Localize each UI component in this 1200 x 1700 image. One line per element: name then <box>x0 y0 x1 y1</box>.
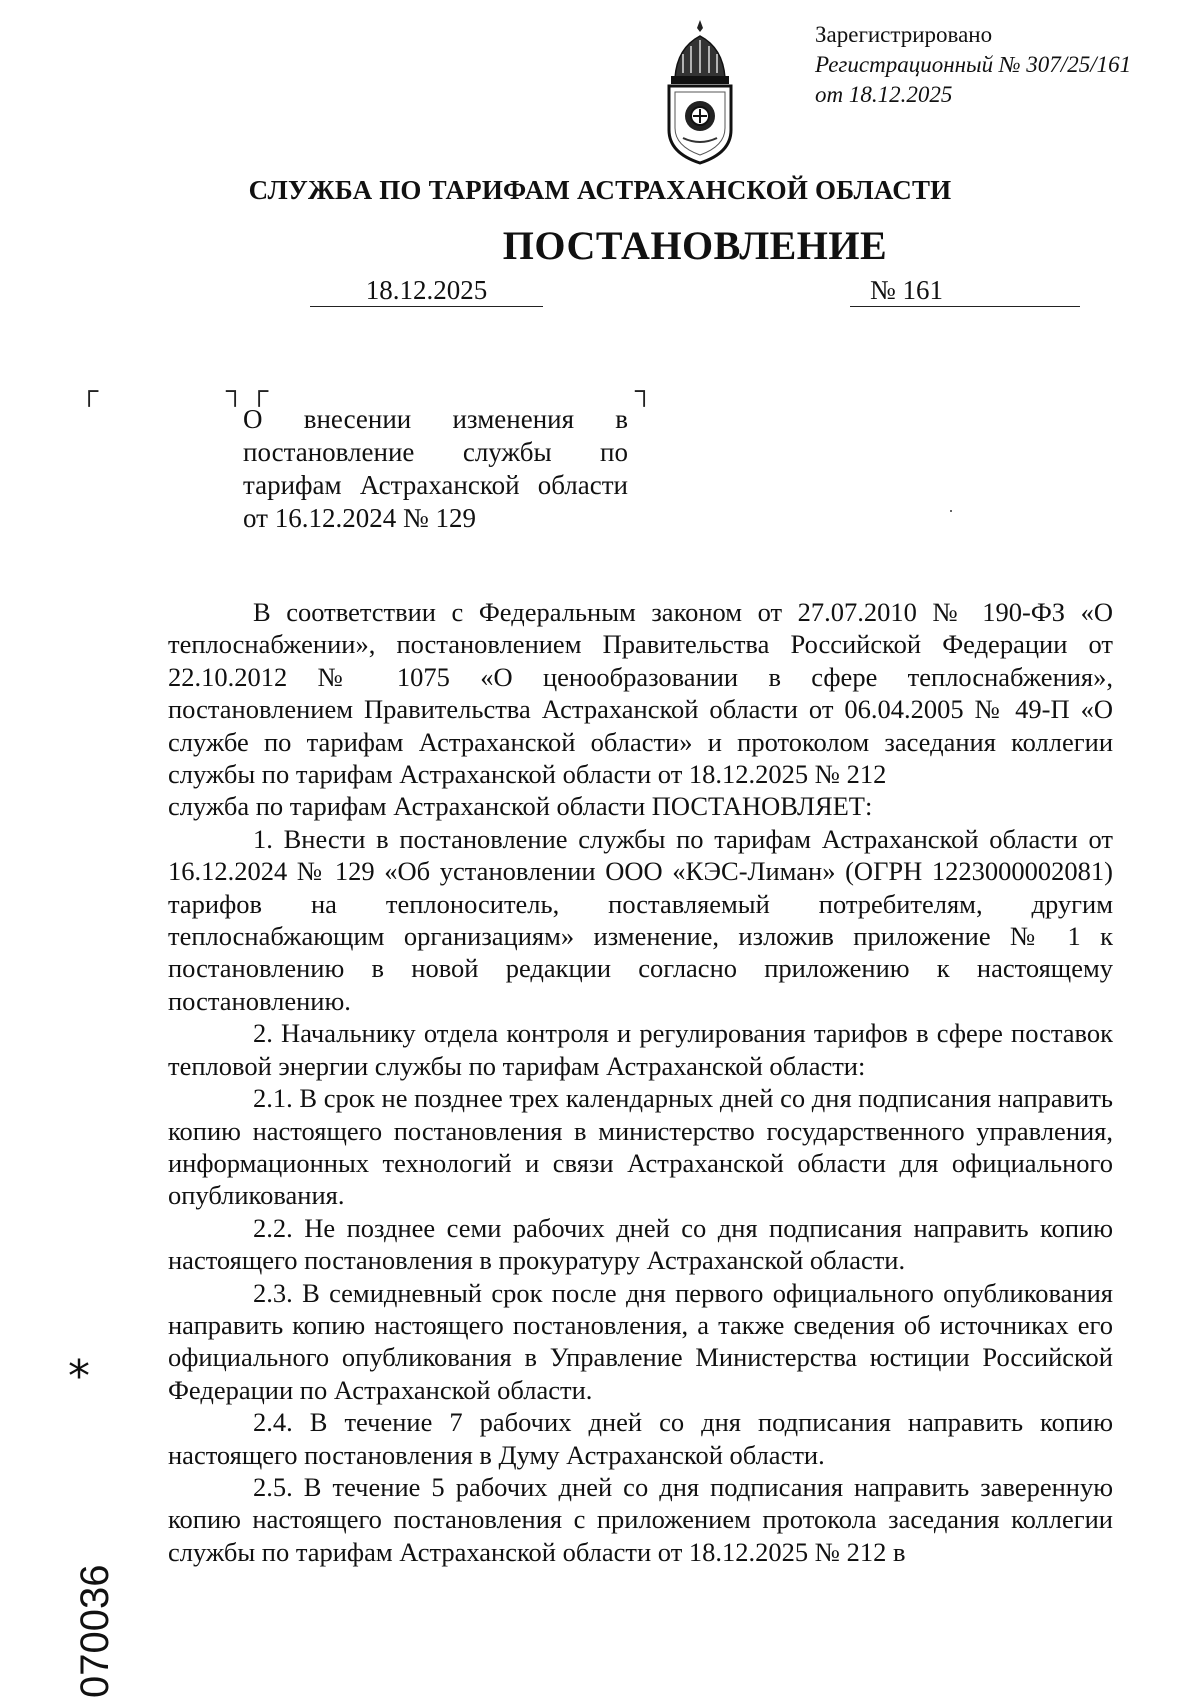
corner-mark-mid-right: ┐ <box>226 376 245 405</box>
document-body <box>168 596 1113 1568</box>
clause-2-1: 2.1. В срок не позднее трех календарных дней со дня подписания направить копию настоящего постановления в министерство государственного управления, информационных технологий и связи Астраханской области для официального опубликования. <box>168 1083 1113 1211</box>
clause-2-5: 2.5. В течение 5 рабочих дней со дня подписания направить заверенную копию настоящего постановления с приложением протокола заседания коллегии службы по тарифам Астраханской области от 18.12.2025 № 212 в <box>168 1471 1113 1567</box>
clause-2: 2. Начальнику отдела контроля и регулирования тарифов в сфере поставок тепловой энергии службы по тарифам Астраханской области: <box>168 1018 1113 1081</box>
corner-mark-left: ┌ <box>80 376 99 405</box>
margin-code-text: 070036 <box>73 1564 117 1698</box>
preamble-paragraph: В соответствии с Федеральным законом от 27.07.2010 № 190-ФЗ «О теплоснабжении», постановлением Правительства Российской Федерации от 22.10.2012 № 1075 «О ценообразовании в сфере теплоснабжения», постановлением Правительства Астраханской области от 06.04.2005 № 49-П «О службе по тарифам Астраханской области» и протоколом заседания коллегии службы по тарифам Астраханской области от 18.12.2025 № 212 <box>168 597 1113 790</box>
coat-of-arms-emblem <box>655 18 745 168</box>
registration-number: Регистрационный № 307/25/161 <box>815 52 1132 77</box>
document-number: № 161 <box>850 274 1080 307</box>
clause-2-2: 2.2. Не позднее семи рабочих дней со дня подписания направить копию настоящего постановления в прокуратуру Астраханской области. <box>168 1212 1113 1276</box>
clause-1: 1. Внести в постановление службы по тарифам Астраханской области от 16.12.2024 № 129 «Об установлении ООО «КЭС-Лиман» (ОГРН 1223000002081) тарифов на теплоноситель, поставляемый потребителям, другим теплоснабжающим организациям» изменение, изложив приложение № 1 к постановлению в новой редакции согласно приложению к настоящему постановлению. <box>168 823 1113 1016</box>
resolution-line: служба по тарифам Астраханской области ПОСТАНОВЛЯЕТ: <box>168 791 873 822</box>
agency-title: СЛУЖБА ПО ТАРИФАМ АСТРАХАНСКОЙ ОБЛАСТИ <box>248 175 952 205</box>
margin-star: * <box>68 1351 90 1402</box>
corner-mark-mid-left: ┌ <box>250 376 269 405</box>
registration-stamp <box>815 20 1131 110</box>
registration-date: от 18.12.2025 <box>815 82 953 107</box>
document-date: 18.12.2025 <box>310 274 543 307</box>
document-type-title: ПОСТАНОВЛЕНИЕ <box>502 223 888 268</box>
scan-speck <box>950 510 952 512</box>
margin-code <box>60 1500 130 1700</box>
document-subject: О внесении изменения в постановление службы по тарифам Астраханской области от 16.12.2024 № 129 <box>243 404 628 533</box>
corner-mark-right: ┐ <box>635 376 654 405</box>
registration-line1: Зарегистрировано <box>815 22 993 47</box>
clause-2-4: 2.4. В течение 7 рабочих дней со дня подписания направить копию настоящего постановления в Думу Астраханской области. <box>168 1407 1113 1470</box>
clause-2-3: 2.3. В семидневный срок после дня первого официального опубликования направить копию настоящего постановления, а также сведения об источниках его официального опубликования в Управление Министерства юстиции Российской Федерации по Астраханской области. <box>168 1277 1113 1405</box>
